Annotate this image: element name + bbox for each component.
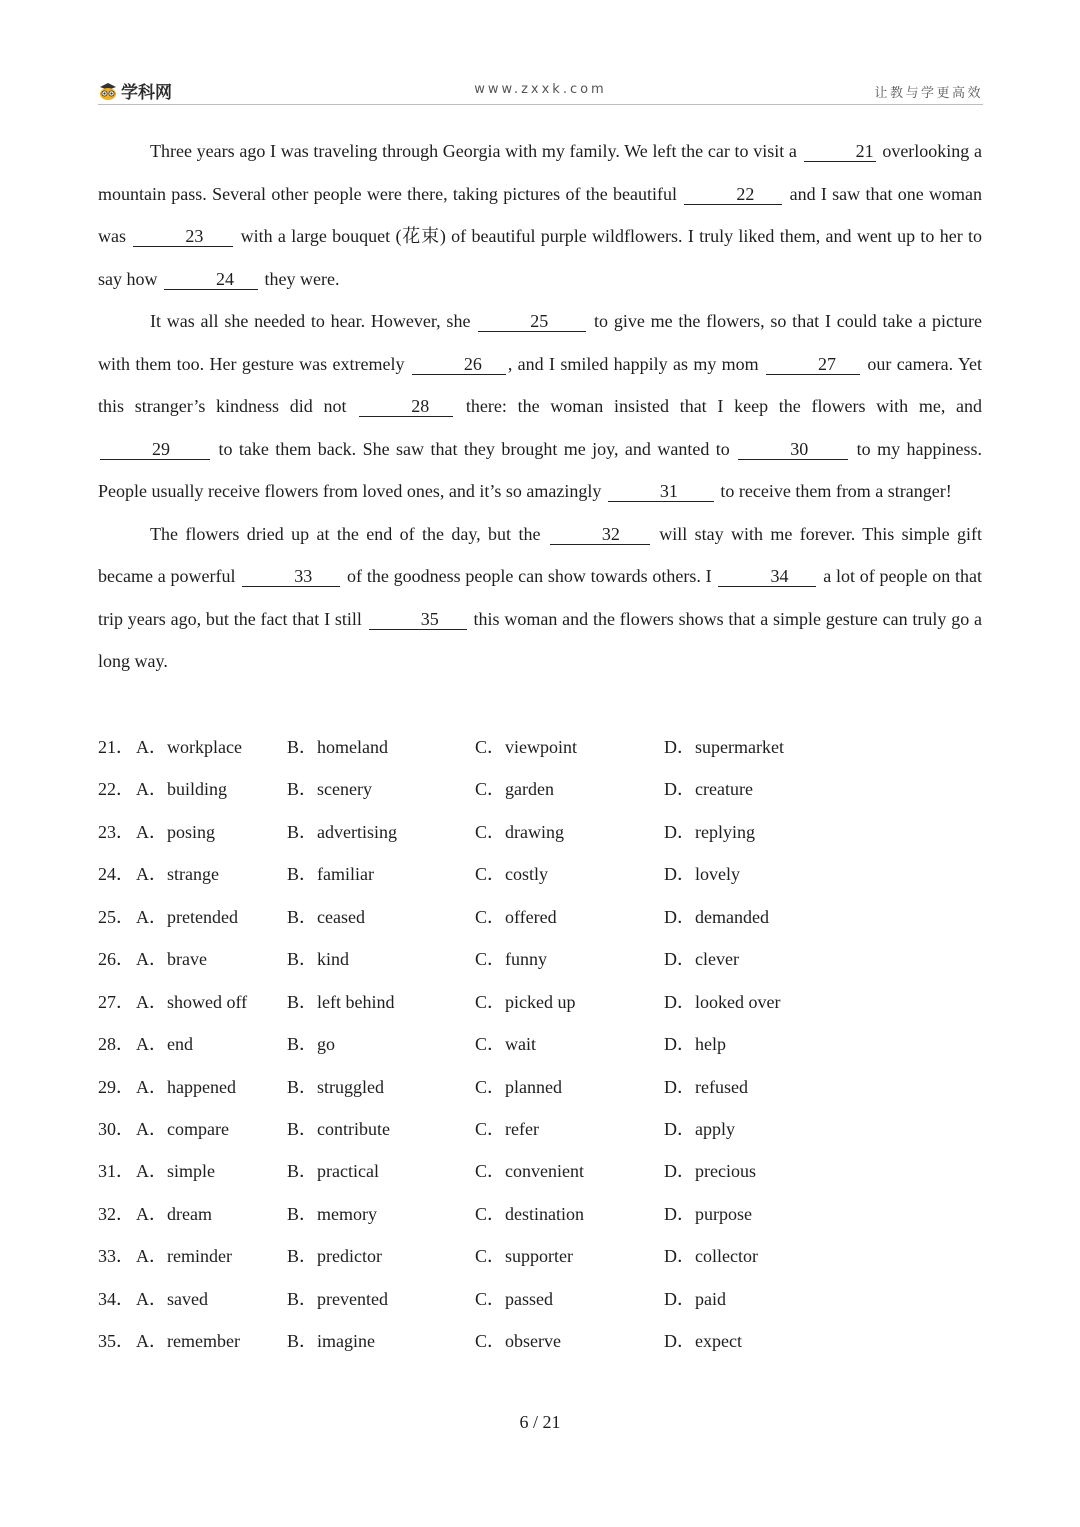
option-a: A．remember xyxy=(136,1331,240,1352)
passage-text: The flowers dried up at the end of the day, but the xyxy=(150,523,541,544)
page-number: 6 / 21 xyxy=(519,1412,561,1432)
passage-text: It was all she needed to hear. However, she xyxy=(150,311,471,331)
option-d: D．lovely xyxy=(664,864,740,885)
logo-text: 学科网 xyxy=(121,83,172,103)
option-b: B．advertising xyxy=(287,821,397,842)
passage-text: with a large bouquet (花束) of beautiful purple wildflowers. I truly liked them, and went up to her to say how xyxy=(98,226,983,289)
question-number: 34． xyxy=(98,1288,134,1309)
option-a: A．simple xyxy=(136,1161,215,1182)
question-option-row xyxy=(98,896,982,938)
option-d: D．replying xyxy=(664,821,755,842)
option-c: C．garden xyxy=(475,779,554,800)
passage-text: will stay with me forever. This simple gift became a powerful xyxy=(98,523,983,586)
option-a: A．strange xyxy=(136,864,219,885)
passage-paragraph-2 xyxy=(98,300,982,513)
question-number: 26． xyxy=(98,949,134,970)
question-option-row xyxy=(98,726,982,768)
option-c: C．destination xyxy=(475,1203,584,1224)
passage-text: they were. xyxy=(264,268,340,289)
question-number: 22． xyxy=(98,779,134,800)
question-option-row xyxy=(98,1108,982,1150)
passage-paragraph-1 xyxy=(98,130,982,300)
option-b: B．familiar xyxy=(287,864,374,885)
question-number: 30． xyxy=(98,1118,134,1139)
option-d: D．apply xyxy=(664,1118,735,1139)
question-number: 28． xyxy=(98,1034,134,1055)
passage-text: to receive them from a stranger! xyxy=(720,481,952,501)
question-option-row xyxy=(98,938,982,980)
blank-25: 25 xyxy=(478,311,586,332)
site-url: www.zxxk.com xyxy=(474,82,607,97)
passage-text: to give me the flowers, so that I could take a picture with them too. Her gesture was extremely xyxy=(98,311,983,374)
option-c: C．viewpoint xyxy=(475,737,577,757)
option-a: A．workplace xyxy=(136,737,242,757)
blank-23: 23 xyxy=(133,226,233,247)
passage-text: there: the woman insisted that I keep the flowers with me, and xyxy=(465,396,983,416)
passage-text: to my happiness. People usually receive flowers from loved ones, and it’s so amazingly xyxy=(98,438,983,501)
option-c: C．supporter xyxy=(475,1246,573,1267)
option-a: A．pretended xyxy=(136,906,238,927)
passage-text: overlooking a mountain pass. Several other people were there, taking pictures of the beautiful xyxy=(98,141,982,204)
blank-33: 33 xyxy=(242,566,340,587)
question-option-row xyxy=(98,1320,982,1362)
blank-31: 31 xyxy=(608,481,714,502)
option-c: C．picked up xyxy=(475,991,576,1012)
blank-24: 24 xyxy=(164,269,258,290)
option-a: A．posing xyxy=(136,821,216,842)
option-b: B．ceased xyxy=(287,906,365,927)
question-number: 21． xyxy=(98,737,134,757)
option-b: B．practical xyxy=(287,1161,379,1182)
question-option-row xyxy=(98,1193,982,1235)
question-number: 23． xyxy=(98,821,134,842)
option-c: C．passed xyxy=(475,1288,553,1309)
question-number: 35． xyxy=(98,1331,134,1352)
option-b: B．prevented xyxy=(287,1288,388,1309)
answer-options xyxy=(98,726,982,1363)
passage-text: our camera. Yet this stranger’s kindness did not xyxy=(98,353,983,416)
option-b: B．homeland xyxy=(287,737,388,757)
passage-text: a lot of people on that trip years ago, but the fact that I still xyxy=(98,566,983,629)
option-b: B．go xyxy=(287,1034,336,1055)
option-d: D．collector xyxy=(664,1246,758,1267)
option-b: B．predictor xyxy=(287,1246,382,1267)
blank-28: 28 xyxy=(359,396,453,417)
blank-32: 32 xyxy=(550,524,650,545)
question-option-row xyxy=(98,1235,982,1277)
page-header xyxy=(98,76,983,105)
passage-text: Three years ago I was traveling through Georgia with my family. We left the car to visit a xyxy=(150,141,797,161)
question-number: 31． xyxy=(98,1161,134,1182)
option-c: C．observe xyxy=(475,1331,561,1352)
option-d: D．looked over xyxy=(664,991,781,1012)
option-c: C．convenient xyxy=(475,1161,584,1182)
option-a: A．saved xyxy=(136,1288,208,1309)
passage-text: to take them back. She saw that they brought me joy, and wanted to xyxy=(218,438,730,459)
blank-29: 29 xyxy=(100,439,210,460)
passage-paragraph-3 xyxy=(98,513,982,683)
blank-35: 35 xyxy=(369,609,467,630)
option-c: C．offered xyxy=(475,906,557,927)
question-number: 27． xyxy=(98,991,134,1012)
option-d: D．clever xyxy=(664,949,739,970)
question-option-row xyxy=(98,1278,982,1320)
passage-text: this woman and the flowers shows that a simple gesture can truly go a long way. xyxy=(98,608,982,671)
option-d: D．purpose xyxy=(664,1203,752,1224)
question-number: 32． xyxy=(98,1203,134,1224)
option-d: D．demanded xyxy=(664,906,769,927)
question-option-row xyxy=(98,1066,982,1108)
option-d: D．creature xyxy=(664,779,753,800)
question-number: 33． xyxy=(98,1246,134,1267)
blank-21: 21 xyxy=(804,141,876,162)
option-b: B．imagine xyxy=(287,1331,375,1352)
question-option-row xyxy=(98,853,982,895)
option-d: D．supermarket xyxy=(664,737,784,757)
option-a: A．reminder xyxy=(136,1246,232,1267)
option-c: C．refer xyxy=(475,1118,539,1139)
option-a: A．end xyxy=(136,1034,193,1055)
option-d: D．expect xyxy=(664,1331,742,1352)
option-b: B．memory xyxy=(287,1203,377,1224)
question-number: 24． xyxy=(98,864,134,885)
question-option-row xyxy=(98,981,982,1023)
cloze-passage xyxy=(98,130,982,683)
option-a: A．compare xyxy=(136,1118,229,1139)
option-d: D．paid xyxy=(664,1288,726,1309)
option-d: D．help xyxy=(664,1034,726,1055)
option-c: C．wait xyxy=(475,1034,536,1055)
option-a: A．showed off xyxy=(136,991,248,1012)
option-d: D．precious xyxy=(664,1161,756,1182)
option-c: C．costly xyxy=(475,864,549,885)
question-option-row xyxy=(98,1023,982,1065)
option-b: B．struggled xyxy=(287,1076,384,1097)
option-c: C．drawing xyxy=(475,821,564,842)
question-number: 29． xyxy=(98,1076,134,1097)
option-a: A．dream xyxy=(136,1203,212,1224)
blank-22: 22 xyxy=(684,184,782,205)
question-number: 25． xyxy=(98,906,134,927)
option-b: B．scenery xyxy=(287,779,372,800)
passage-text: and I saw that one woman was xyxy=(98,183,983,246)
question-option-row xyxy=(98,811,982,853)
option-a: A．building xyxy=(136,779,228,800)
question-option-row xyxy=(98,768,982,810)
option-c: C．funny xyxy=(475,949,547,970)
option-a: A．happened xyxy=(136,1076,236,1097)
question-option-row xyxy=(98,1150,982,1192)
option-b: B．left behind xyxy=(287,991,395,1012)
blank-26: 26 xyxy=(412,354,506,375)
option-d: D．refused xyxy=(664,1076,748,1097)
passage-text: , and I smiled happily as my mom xyxy=(507,353,759,374)
blank-27: 27 xyxy=(766,354,860,375)
option-a: A．brave xyxy=(136,949,207,970)
passage-text: of the goodness people can show towards others. I xyxy=(347,566,712,586)
header-slogan: 让教与学更高效 xyxy=(874,86,983,101)
option-b: B．contribute xyxy=(287,1118,390,1139)
option-b: B．kind xyxy=(287,949,350,970)
blank-34: 34 xyxy=(718,566,816,587)
blank-30: 30 xyxy=(738,439,848,460)
option-c: C．planned xyxy=(475,1076,562,1097)
